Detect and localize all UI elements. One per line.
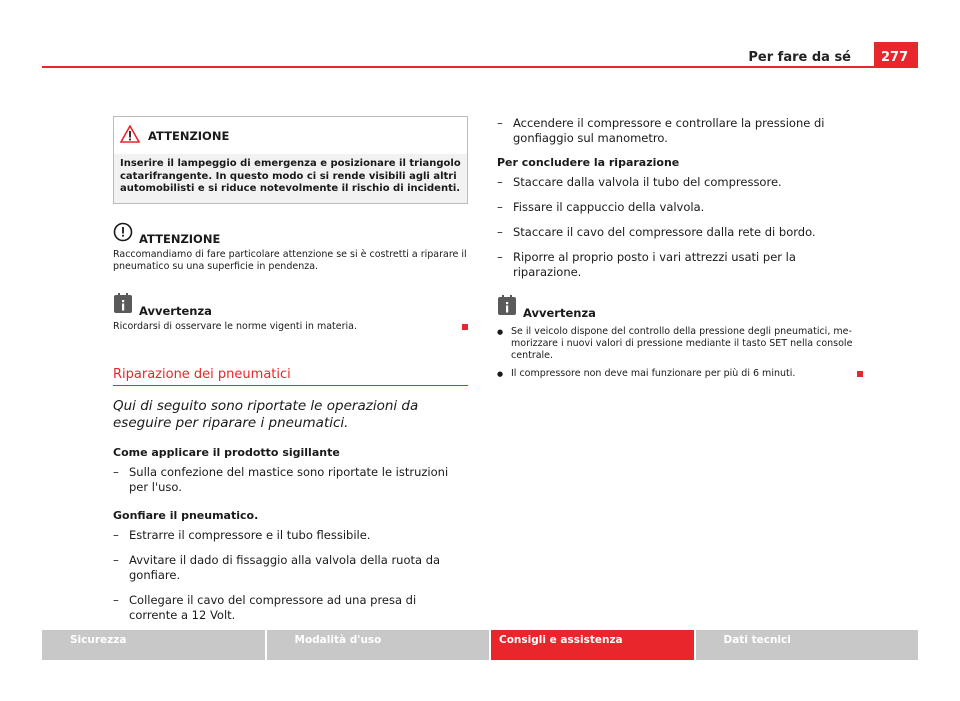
footer-tab-modalita-uso[interactable]: Modalità d'uso bbox=[267, 630, 490, 660]
caution-title: ATTENZIONE bbox=[139, 231, 221, 246]
group4-steps bbox=[497, 175, 863, 280]
list-item: – Avvitare il dado di fissaggio alla valvola della ruota da gonfiare. bbox=[113, 553, 468, 583]
footer-tab-consigli-assistenza[interactable]: Consigli e assistenza bbox=[491, 630, 694, 660]
bullet-text: Il compressore non deve mai funzionare per più di 6 minuti. bbox=[511, 368, 796, 379]
note-left-text: Ricordarsi di osservare le norme vigenti in materia. bbox=[113, 320, 357, 332]
list-item: – Estrarre il compressore e il tubo flessibile. bbox=[113, 528, 468, 543]
footer-nav bbox=[42, 630, 918, 660]
note-left-text-wrap bbox=[113, 321, 468, 334]
warning-box bbox=[113, 116, 468, 204]
note-right-title: Avvertenza bbox=[523, 306, 596, 320]
right-column bbox=[497, 116, 863, 380]
list-item: – Sulla confezione del mastice sono riportate le istruzioni per l'uso. bbox=[113, 465, 468, 495]
group1-heading: Come applicare il prodotto sigillante bbox=[113, 446, 340, 459]
warning-header bbox=[114, 117, 467, 154]
caution-block bbox=[113, 222, 468, 274]
footer-tab-sicurezza[interactable]: Sicurezza bbox=[42, 630, 265, 660]
list-item: ● Se il veicolo dispone del controllo della pressione degli pneumatici, memorizzare i nuovi valori di pressione mediante il tasto SET nella console centrale. bbox=[497, 326, 863, 362]
group2-heading: Gonfiare il pneumatico. bbox=[113, 509, 259, 522]
group1-steps bbox=[113, 465, 468, 495]
note-left-title: Avvertenza bbox=[139, 303, 212, 318]
caution-text: Raccomandiamo di fare particolare attenzione se si è costretti a riparare il pneumatico su una superficie in pendenza. bbox=[113, 248, 467, 272]
header-rule bbox=[42, 66, 918, 68]
list-item: – Accendere il compressore e controllare la pressione di gonfiaggio sul manometro. bbox=[497, 116, 863, 146]
warning-text: Inserire il lampeggio di emergenza e posizionare il triangolo catarifrangente. In questo modo ci si rende visibili agli altri automobilisti e si riduce notevolmente il rischio di incidenti. bbox=[120, 158, 461, 194]
note-left-block bbox=[113, 292, 468, 334]
section-intro: Qui di seguito sono riportate le operazioni da eseguire per riparare i pneumatici. bbox=[113, 398, 419, 431]
exclamation-circle-icon bbox=[113, 222, 133, 246]
list-item: – Collegare il cavo del compressore ad una presa di corrente a 12 Volt. bbox=[113, 593, 468, 623]
list-item: – Fissare il cappuccio della valvola. bbox=[497, 200, 863, 215]
footer-tab-dati-tecnici[interactable]: Dati tecnici bbox=[696, 630, 919, 660]
list-item bbox=[497, 368, 863, 380]
end-marker bbox=[462, 324, 468, 330]
end-marker bbox=[857, 371, 863, 377]
info-note-icon bbox=[497, 294, 517, 320]
list-item: – Staccare il cavo del compressore dalla rete di bordo. bbox=[497, 225, 863, 240]
header-title: Per fare da sé bbox=[748, 50, 851, 65]
list-item: – Riporre al proprio posto i vari attrezzi usati per la riparazione. bbox=[497, 250, 863, 280]
page-number: 277 bbox=[874, 42, 918, 68]
warning-title: ATTENZIONE bbox=[148, 129, 230, 143]
group4-heading: Per concludere la riparazione bbox=[497, 156, 680, 169]
info-note-icon bbox=[113, 292, 133, 318]
left-column bbox=[113, 116, 468, 623]
list-item: – Staccare dalla valvola il tubo del compressore. bbox=[497, 175, 863, 190]
warning-triangle-icon bbox=[120, 125, 140, 147]
group2-steps bbox=[113, 528, 468, 623]
section-title: Riparazione dei pneumatici bbox=[113, 367, 468, 386]
group3-steps bbox=[497, 116, 863, 146]
note-right-block bbox=[497, 294, 863, 380]
note-right-bullets bbox=[497, 326, 863, 380]
